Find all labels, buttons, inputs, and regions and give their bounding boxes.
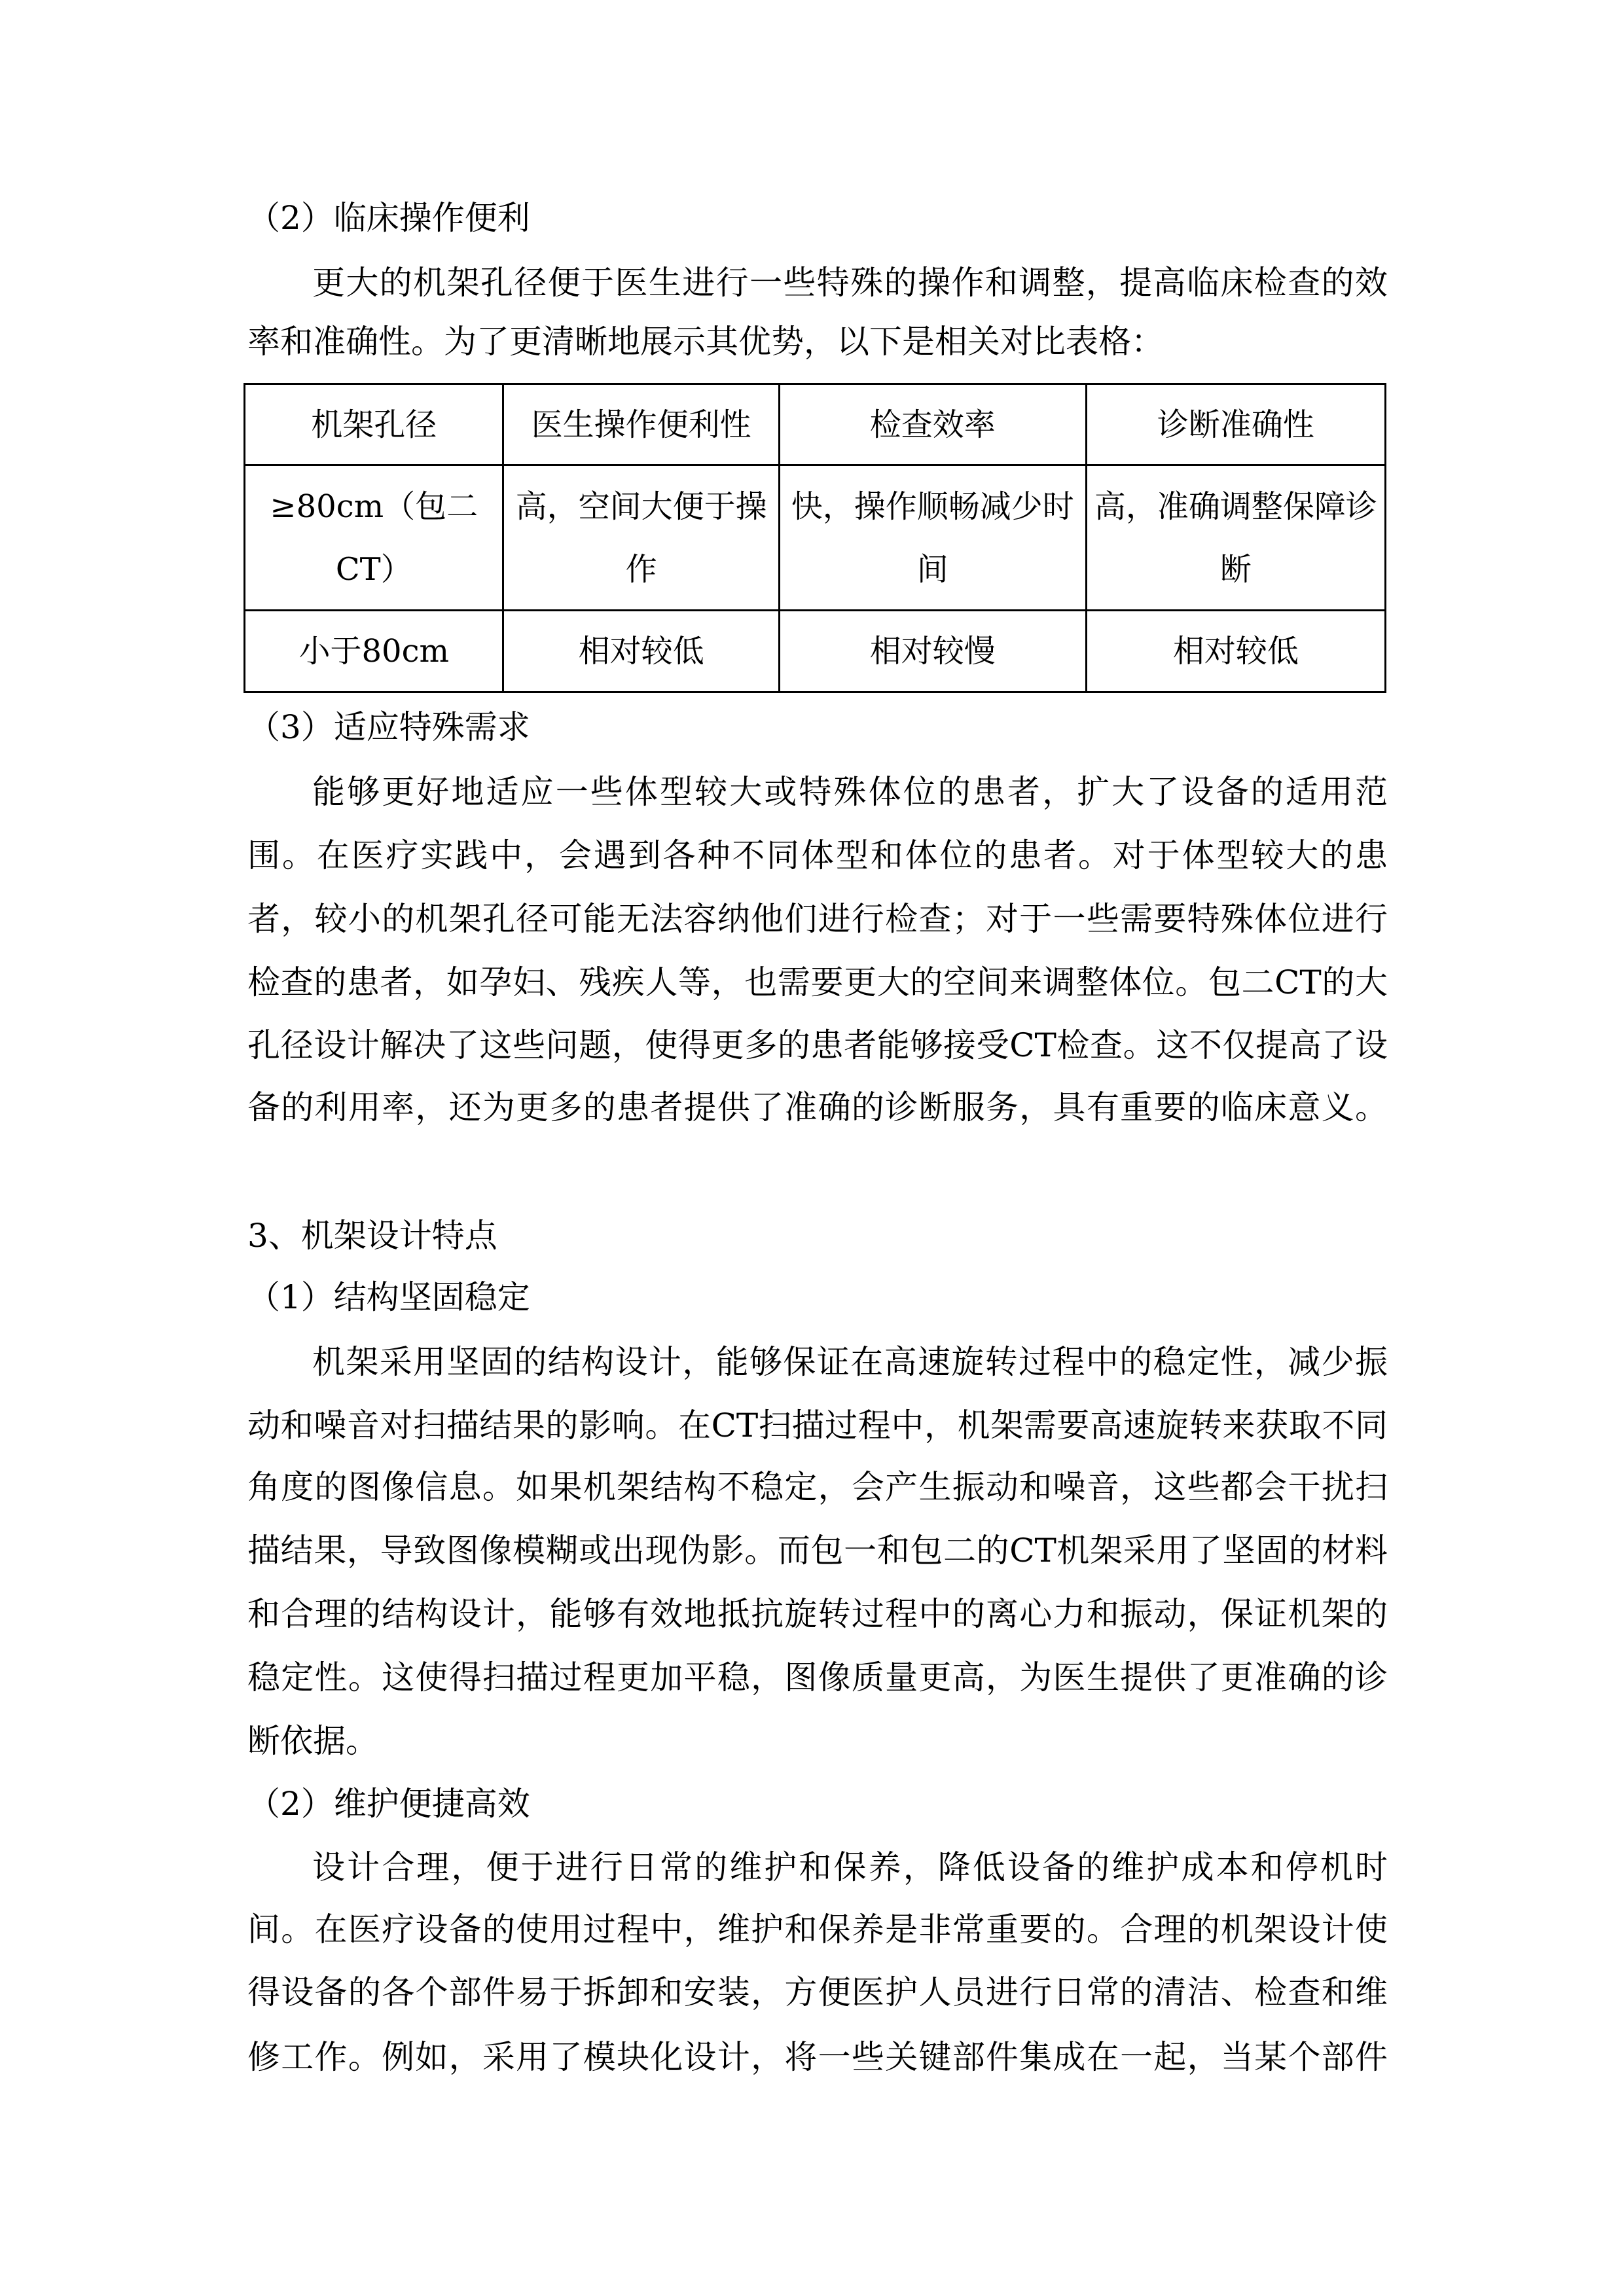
section-heading: （2）临床操作便利 <box>247 199 530 237</box>
table-header-cell: 诊断准确性 <box>1086 384 1385 465</box>
paragraph-line: 围。在医疗实践中，会遇到各种不同体型和体位的患者。对于体型较大的患 <box>247 836 1388 874</box>
section-heading: （1）结构坚固稳定 <box>247 1278 530 1316</box>
paragraph-line: 机架采用坚固的结构设计，能够保证在高速旋转过程中的稳定性，减少振 <box>312 1343 1388 1381</box>
paragraph-line: 间。在医疗设备的使用过程中，维护和保养是非常重要的。合理的机架设计使 <box>247 1910 1388 1948</box>
paragraph-line: 动和噪音对扫描结果的影响。在CT扫描过程中，机架需要高速旋转来获取不同 <box>247 1407 1388 1444</box>
table-cell: ≥80cm（包二CT） <box>245 465 503 611</box>
table-cell: 快，操作顺畅减少时间 <box>779 465 1086 611</box>
table-cell: 相对较低 <box>1086 611 1385 692</box>
paragraph-line: 和合理的结构设计，能够有效地抵抗旋转过程中的离心力和振动，保证机架的 <box>247 1595 1388 1633</box>
comparison-table <box>244 383 1386 693</box>
table-cell: 相对较慢 <box>779 611 1086 692</box>
section-heading: （2）维护便捷高效 <box>247 1785 530 1823</box>
table-cell: 高，空间大便于操作 <box>503 465 779 611</box>
paragraph-line: 描结果，导致图像模糊或出现伪影。而包一和包二的CT机架采用了坚固的材料 <box>247 1532 1388 1570</box>
table-header-cell: 医生操作便利性 <box>503 384 779 465</box>
paragraph-line: 设计合理，便于进行日常的维护和保养，降低设备的维护成本和停机时 <box>312 1848 1388 1886</box>
table-header-cell: 机架孔径 <box>245 384 503 465</box>
table-cell: 小于80cm <box>245 611 503 692</box>
paragraph-line: 断依据。 <box>247 1722 378 1760</box>
table-header-cell: 检查效率 <box>779 384 1086 465</box>
paragraph-line: 者，较小的机架孔径可能无法容纳他们进行检查；对于一些需要特殊体位进行 <box>247 900 1388 938</box>
paragraph-line: 备的利用率，还为更多的患者提供了准确的诊断服务，具有重要的临床意义。 <box>247 1088 1388 1126</box>
paragraph-line: 检查的患者，如孕妇、残疾人等，也需要更大的空间来调整体位。包二CT的大 <box>247 963 1388 1001</box>
section-heading: （3）适应特殊需求 <box>247 708 530 746</box>
table-row <box>245 611 1386 692</box>
main-heading: 3、机架设计特点 <box>247 1217 497 1255</box>
paragraph-line: 孔径设计解决了这些问题，使得更多的患者能够接受CT检查。这不仅提高了设 <box>247 1026 1388 1064</box>
paragraph-line: 稳定性。这使得扫描过程更加平稳，图像质量更高，为医生提供了更准确的诊 <box>247 1659 1388 1696</box>
table-header-row <box>245 384 1386 465</box>
paragraph-line: 修工作。例如，采用了模块化设计，将一些关键部件集成在一起，当某个部件 <box>247 2038 1388 2076</box>
table-row <box>245 465 1386 611</box>
table-cell: 相对较低 <box>503 611 779 692</box>
paragraph-line: 得设备的各个部件易于拆卸和安装，方便医护人员进行日常的清洁、检查和维 <box>247 1973 1388 2011</box>
paragraph-line: 率和准确性。为了更清晰地展示其优势，以下是相关对比表格： <box>247 323 1164 361</box>
paragraph-line: 更大的机架孔径便于医生进行一些特殊的操作和调整，提高临床检查的效 <box>312 264 1388 302</box>
paragraph-line: 能够更好地适应一些体型较大或特殊体位的患者，扩大了设备的适用范 <box>312 773 1388 811</box>
table-cell: 高，准确调整保障诊断 <box>1086 465 1385 611</box>
paragraph-line: 角度的图像信息。如果机架结构不稳定，会产生振动和噪音，这些都会干扰扫 <box>247 1468 1388 1506</box>
